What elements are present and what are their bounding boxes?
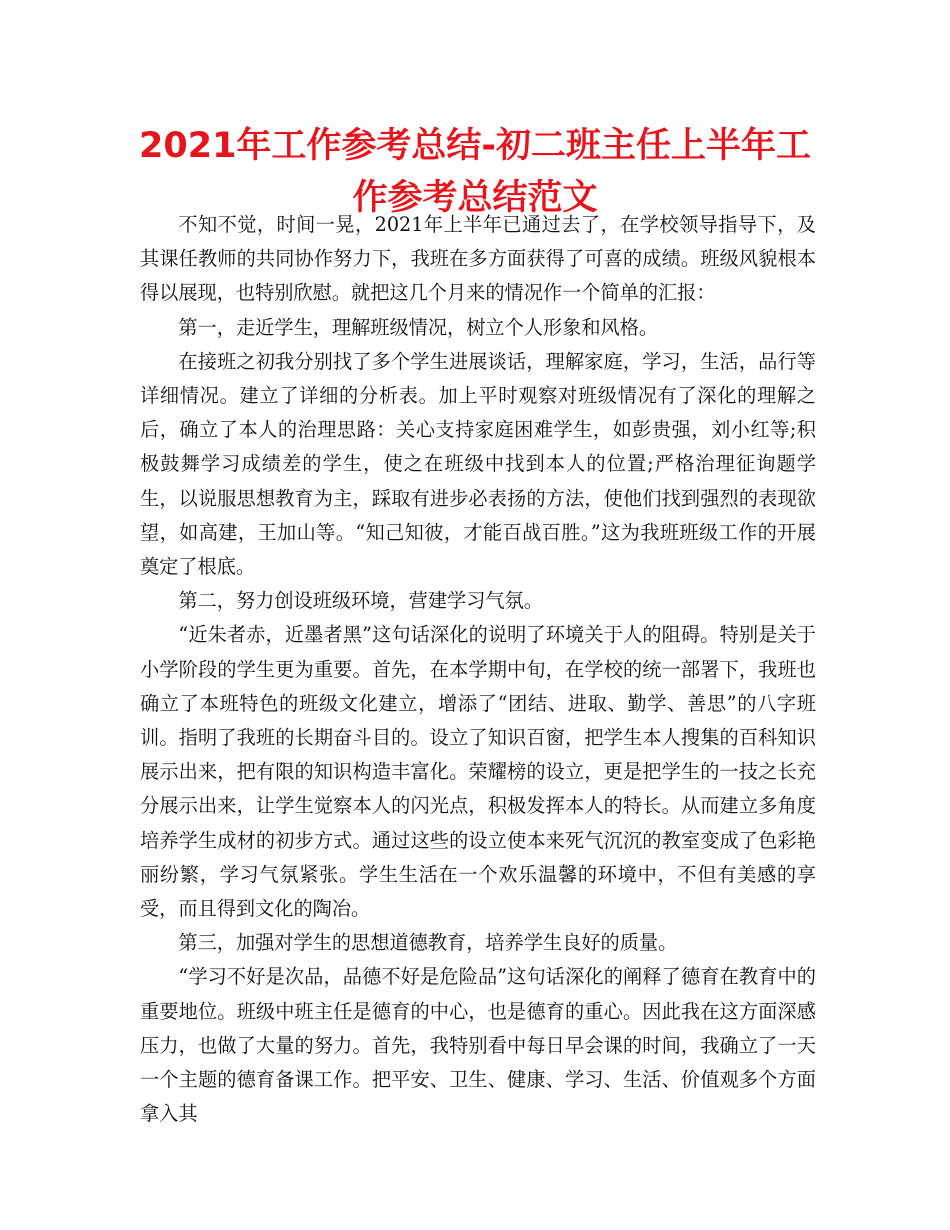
paragraph-heading-1: 第一，走近学生，理解班级情况，树立个人形象和风格。 [178,315,659,339]
paragraph-3: “学习不好是次品，品德不好是危险品”这句话深化的阐释了德育在教育中的重要地位。班级中班主任是德育的中心，也是德育的重心。因此我在这方面深感压力，也做了大量的努力。首先，我特别看中每日早会课的时间，我确立了一天一个主题的德育备课工作。把平安、卫生、健康、学习、生活、价值观多个方面拿入其 [140,965,816,1126]
document-title: 2021年工作参考总结-初二班主任上半年工作参考总结范文 [139,126,811,218]
paragraph-2: “近朱者赤，近墨者黑”这句话深化的说明了环境关于人的阻碍。特别是关于小学阶段的学生更为重要。首先，在本学期中旬，在学校的统一部署下，我班也确立了本班特色的班级文化建立，增添了“团结、进取、勤学、善思”的八字班训。指明了我班的长期奋斗目的。设立了知识百窗，把学生本人搜集的百科知识展示出来，把有限的知识构造丰富化。荣耀榜的设立，更是把学生的一技之长充分展示出来，让学生觉察本人的闪光点，积极发挥本人的特长。从而建立多角度培养学生成材的初步方式。通过这些的设立使本来死气沉沉的教室变成了色彩艳丽纷繁，学习气氛紧张。学生生活在一个欢乐温馨的环境中，不但有美感的享受，而且得到文化的陶冶。 [140,623,816,921]
paragraph-1: 在接班之初我分别找了多个学生进展谈话，理解家庭，学习，生活，品行等详细情况。建立了详细的分析表。加上平时观察对班级情况有了深化的理解之后，确立了本人的治理思路：关心支持家庭困难学生，如彭贵强，刘小红等;积极鼓舞学习成绩差的学生，使之在班级中找到本人的位置;严格治理征询题学生，以说服思想教育为主，踩取有进步必表扬的方法，使他们找到强烈的表现欲望，如高建，王加山等。“知己知彼，才能百战百胜。”这为我班班级工作的开展奠定了根底。 [140,349,816,579]
paragraph-heading-2: 第二，努力创设班级环境，营建学习气氛。 [178,589,543,613]
paragraph-heading-3: 第三，加强对学生的思想道德教育，培养学生良好的质量。 [178,931,678,955]
document-body [140,208,816,1131]
paragraph-intro: 不知不觉，时间一晃，2021年上半年已通过去了，在学校领导指导下，及其课任教师的共同协作努力下，我班在多方面获得了可喜的成绩。班级风貌根本得以展现，也特别欣慰。就把这几个月来的情况作一个简单的汇报： [140,213,816,305]
